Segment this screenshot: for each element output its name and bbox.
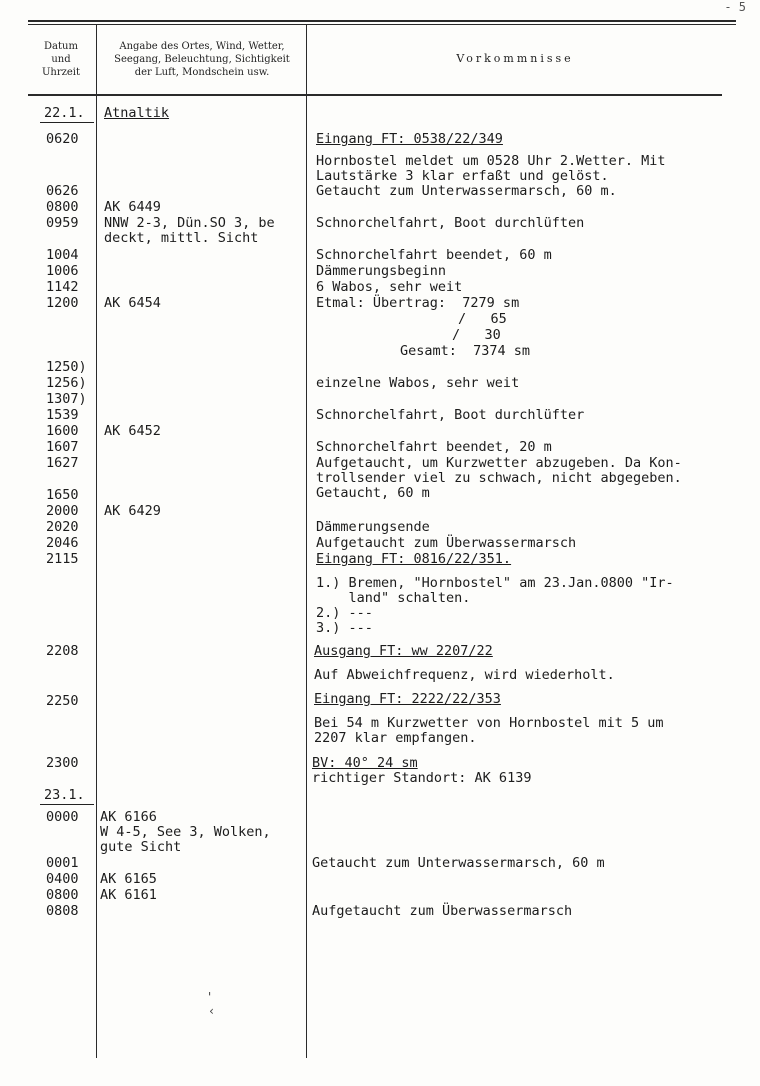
time-entry: 1307) <box>46 391 87 407</box>
position-entry: AK 6454 <box>104 295 161 311</box>
time-entry: 2020 <box>46 519 79 535</box>
column-divider-1 <box>96 24 97 1058</box>
event-text: Lautstärke 3 klar erfaßt und gelöst. <box>316 168 609 184</box>
top-rule-thin <box>28 24 736 25</box>
event-text: 2207 klar empfangen. <box>314 730 477 746</box>
date-22-1: 22.1. <box>44 105 85 121</box>
event-text: Schnorchelfahrt beendet, 20 m <box>316 439 552 455</box>
event-text: 2.) --- <box>316 605 373 621</box>
time-entry: 1607 <box>46 439 79 455</box>
date-underline <box>40 804 94 805</box>
time-entry: 0620 <box>46 131 79 147</box>
time-entry: 2000 <box>46 503 79 519</box>
etmal-line: / 65 <box>458 311 507 327</box>
event-heading: Eingang FT: 0816/22/351. <box>316 551 512 567</box>
event-text: trollsender viel zu schwach, nicht abgegeben. <box>316 470 682 486</box>
weather-entry: gute Sicht <box>100 839 182 855</box>
weather-entry: W 4-5, See 3, Wolken, <box>100 824 271 840</box>
time-entry: 0400 <box>46 871 79 887</box>
event-text: einzelne Wabos, sehr weit <box>316 375 520 391</box>
time-entry: 0800 <box>46 199 79 215</box>
date-underline <box>40 122 94 123</box>
scan-mark: ' <box>206 990 214 1004</box>
time-entry: 2115 <box>46 551 79 567</box>
header-date-time: Datum und Uhrzeit <box>41 41 81 78</box>
time-entry: 2250 <box>46 693 79 709</box>
time-entry: 1006 <box>46 263 79 279</box>
header-location-weather: Angabe des Ortes, Wind, Wetter, Seegang, Beleuchtung, Sichtigkeit der Luft, Mondschein usw. <box>114 41 290 78</box>
time-entry: 1600 <box>46 423 79 439</box>
event-text: Getaucht zum Unterwassermarsch, 60 m. <box>316 183 617 199</box>
time-entry: 1200 <box>46 295 79 311</box>
event-text: Dämmerungsbeginn <box>316 263 447 279</box>
time-entry: 0800 <box>46 887 79 903</box>
event-heading: Eingang FT: 2222/22/353 <box>314 691 501 707</box>
header-events: Vorkommnisse <box>456 52 574 65</box>
time-entry: 1256) <box>46 375 87 391</box>
event-text: Aufgetaucht, um Kurzwetter abzugeben. Da Kon- <box>316 455 682 471</box>
time-entry: 1627 <box>46 455 79 471</box>
date-23-1: 23.1. <box>44 787 85 803</box>
position-entry: AK 6429 <box>104 503 161 519</box>
time-entry: 0626 <box>46 183 79 199</box>
time-entry: 1250) <box>46 359 87 375</box>
event-heading: BV: 40° 24 sm <box>312 755 418 771</box>
time-entry: 0000 <box>46 809 79 825</box>
etmal-total: Gesamt: 7374 sm <box>400 343 531 359</box>
event-text: Schnorchelfahrt, Boot durchlüfter <box>316 407 585 423</box>
etmal-line: Etmal: Übertrag: 7279 sm <box>316 295 520 311</box>
weather-entry: deckt, mittl. Sicht <box>104 230 259 246</box>
weather-entry: NNW 2-3, Dün.SO 3, be <box>104 215 275 231</box>
position-entry: AK 6161 <box>100 887 157 903</box>
event-heading: Eingang FT: 0538/22/349 <box>316 131 503 147</box>
event-text: 6 Wabos, sehr weit <box>316 279 463 295</box>
time-entry: 2208 <box>46 643 79 659</box>
event-text: Aufgetaucht zum Überwassermarsch <box>312 903 573 919</box>
time-entry: 1650 <box>46 487 79 503</box>
location-heading: Atnaltik <box>104 105 170 121</box>
event-text: 3.) --- <box>316 620 373 636</box>
event-text: Getaucht, 60 m <box>316 485 430 501</box>
time-entry: 2300 <box>46 755 79 771</box>
event-text: Aufgetaucht zum Überwassermarsch <box>316 535 577 551</box>
time-entry: 1142 <box>46 279 79 295</box>
event-text: Dämmerungsende <box>316 519 430 535</box>
column-divider-2 <box>306 24 307 1058</box>
position-entry: AK 6166 <box>100 809 157 825</box>
time-entry: 0001 <box>46 855 79 871</box>
time-entry: 0808 <box>46 903 79 919</box>
time-entry: 1539 <box>46 407 79 423</box>
event-text: 1.) Bremen, "Hornbostel" am 23.Jan.0800 "Ir- <box>316 575 674 591</box>
event-heading: Ausgang FT: ww 2207/22 <box>314 643 493 659</box>
etmal-line: / 30 <box>452 327 501 343</box>
top-rule <box>28 20 736 22</box>
position-entry: AK 6165 <box>100 871 157 887</box>
event-text: richtiger Standort: AK 6139 <box>312 770 532 786</box>
event-text: Schnorchelfahrt beendet, 60 m <box>316 247 552 263</box>
time-entry: 1004 <box>46 247 79 263</box>
event-text: Schnorchelfahrt, Boot durchlüften <box>316 215 585 231</box>
page-number: - 5 <box>724 0 746 14</box>
event-text: Bei 54 m Kurzwetter von Hornbostel mit 5 um <box>314 715 664 731</box>
scan-mark: ‹ <box>208 1004 216 1018</box>
event-text: land" schalten. <box>316 590 471 606</box>
event-text: Hornbostel meldet um 0528 Uhr 2.Wetter. Mit <box>316 153 666 169</box>
time-entry: 0959 <box>46 215 79 231</box>
event-text: Getaucht zum Unterwassermarsch, 60 m <box>312 855 605 871</box>
position-entry: AK 6452 <box>104 423 161 439</box>
header-rule <box>28 94 722 96</box>
position-entry: AK 6449 <box>104 199 161 215</box>
event-text: Auf Abweichfrequenz, wird wiederholt. <box>314 667 615 683</box>
time-entry: 2046 <box>46 535 79 551</box>
